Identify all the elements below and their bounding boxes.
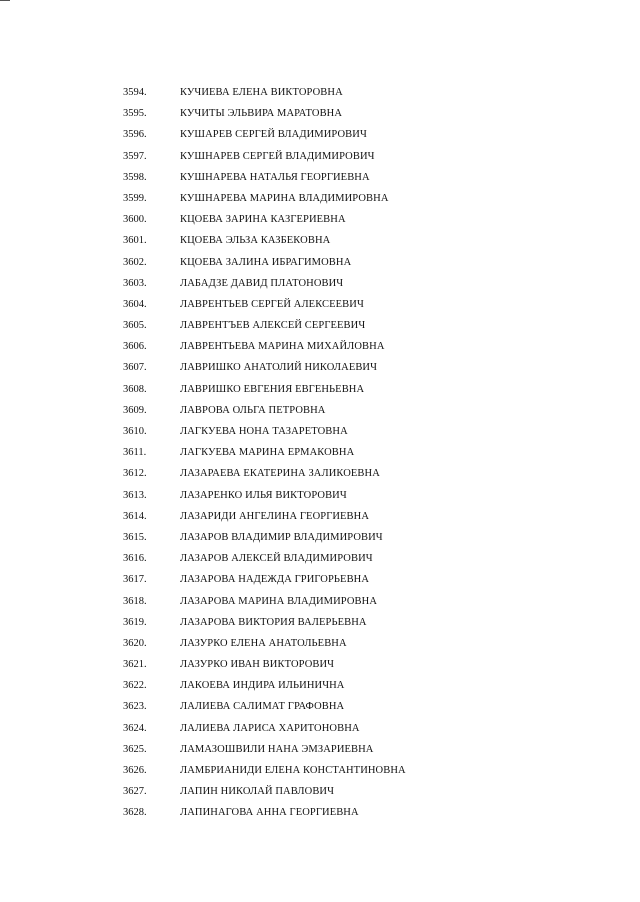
item-number: 3606.: [123, 341, 147, 353]
list-item: [0, 379, 640, 400]
list-item: [0, 548, 640, 569]
list-item: [0, 718, 640, 739]
list-item: [0, 209, 640, 230]
item-number: 3628.: [123, 807, 147, 819]
item-number: 3604.: [123, 298, 147, 310]
item-full-name: КУШНАРЕВ СЕРГЕЙ ВЛАДИМИРОВИЧ: [180, 150, 375, 162]
item-full-name: КЦОЕВА ЭЛЬЗА КАЗБЕКОВНА: [180, 235, 331, 247]
item-number: 3626.: [123, 765, 147, 776]
item-number: 3621.: [123, 659, 147, 671]
list-item: [0, 230, 640, 251]
item-full-name: ЛАПИН НИКОЛАЙ ПАВЛОВИЧ: [180, 786, 335, 798]
item-full-name: ЛАВРЕНТЬЕВА МАРИНА МИХАЙЛОВНА: [180, 341, 385, 353]
list-item: [0, 739, 640, 760]
list-item: [0, 612, 640, 633]
list-item: [0, 485, 640, 506]
list-item: [0, 463, 640, 484]
list-item: [0, 294, 640, 315]
item-full-name: ЛАВРИШКО АНАТОЛИЙ НИКОЛАЕВИЧ: [180, 362, 378, 374]
item-full-name: ЛАКОЕВА ИНДИРА ИЛЬИНИЧНА: [180, 680, 345, 692]
item-number: 3610.: [123, 426, 147, 437]
item-number: 3597.: [123, 150, 147, 162]
list-item: [0, 591, 640, 612]
item-full-name: ЛАГКУЕВА МАРИНА ЕРМАКОВНА: [180, 447, 355, 459]
list-item: [0, 633, 640, 654]
item-number: 3624.: [123, 722, 147, 734]
list-item: [0, 336, 640, 357]
list-item: [0, 273, 640, 294]
item-number: 3615.: [123, 531, 147, 543]
item-full-name: КУШНАРЕВА НАТАЛЬЯ ГЕОРГИЕВНА: [180, 171, 370, 183]
item-full-name: КУШНАРЕВА МАРИНА ВЛАДИМИРОВНА: [180, 192, 389, 204]
list-item: [0, 675, 640, 696]
item-full-name: КУЧИТЫ ЭЛЬВИРА МАРАТОВНА: [180, 108, 343, 120]
item-full-name: ЛАЗАРЕНКО ИЛЬЯ ВИКТОРОВИЧ: [180, 489, 347, 501]
item-number: 3611.: [123, 447, 147, 459]
item-number: 3614.: [123, 510, 147, 522]
item-full-name: ЛАЗАРОВА МАРИНА ВЛАДИМИРОВНА: [180, 595, 378, 607]
item-full-name: ЛАПИНАГОВА АННА ГЕОРГИЕВНА: [180, 807, 359, 819]
item-number: 3627.: [123, 786, 147, 798]
item-number: 3619.: [123, 616, 147, 628]
item-full-name: КУШАРЕВ СЕРГЕЙ ВЛАДИМИРОВИЧ: [180, 129, 367, 141]
item-full-name: КЦОЕВА ЗАЛИНА ИБРАГИМОВНА: [180, 256, 352, 268]
item-full-name: ЛАВРИШКО ЕВГЕНИЯ ЕВГЕНЬЕВНА: [180, 383, 365, 395]
item-number: 3601.: [123, 235, 147, 247]
item-number: 3602.: [123, 256, 147, 268]
list-item: [0, 781, 640, 802]
list-item: [0, 802, 640, 823]
item-number: 3607.: [123, 362, 147, 374]
list-item: [0, 696, 640, 717]
list-item: [0, 506, 640, 527]
item-number: 3594.: [123, 87, 147, 98]
item-number: 3596.: [123, 129, 147, 141]
item-full-name: ЛАВРЕНТЪЕВ АЛЕКСЕЙ СЕРГЕЕВИЧ: [180, 320, 366, 332]
item-number: 3618.: [123, 595, 147, 607]
item-number: 3623.: [123, 701, 147, 713]
list-item: [0, 146, 640, 167]
item-full-name: ЛАБАДЗЕ ДАВИД ПЛАТОНОВИЧ: [180, 277, 344, 289]
item-number: 3598.: [123, 171, 147, 183]
list-item: [0, 357, 640, 378]
item-full-name: КЦОЕВА ЗАРИНА КАЗГЕРИЕВНА: [180, 214, 346, 226]
item-number: 3617.: [123, 574, 147, 586]
item-full-name: ЛАЗАРОВА ВИКТОРИЯ ВАЛЕРЬЕВНА: [180, 616, 367, 628]
item-number: 3595.: [123, 108, 147, 120]
list-item: [0, 760, 640, 781]
item-number: 3625.: [123, 743, 147, 755]
scan-corner-mark: [0, 0, 10, 1]
list-item: [0, 124, 640, 145]
item-full-name: ЛАМАЗОШВИЛИ НАНА ЭМЗАРИЕВНА: [180, 743, 374, 755]
list-item: [0, 421, 640, 442]
list-item: [0, 82, 640, 103]
item-number: 3613.: [123, 489, 147, 501]
item-full-name: ЛАЗАРИДИ АНГЕЛИНА ГЕОРГИЕВНА: [180, 510, 370, 522]
list-item: [0, 103, 640, 124]
item-number: 3616.: [123, 553, 147, 565]
item-number: 3620.: [123, 637, 147, 649]
item-number: 3609.: [123, 404, 147, 416]
item-full-name: ЛАГКУЕВА НОНА ТАЗАРЕТОВНА: [180, 426, 348, 437]
item-number: 3600.: [123, 214, 147, 226]
list-item: [0, 400, 640, 421]
list-item: [0, 315, 640, 336]
item-full-name: ЛАМБРИАНИДИ ЕЛЕНА КОНСТАНТИНОВНА: [180, 765, 406, 776]
name-list: [0, 82, 640, 824]
list-item: [0, 252, 640, 273]
list-item: [0, 188, 640, 209]
item-number: 3622.: [123, 680, 147, 692]
item-full-name: ЛАЗАРОВ АЛЕКСЕЙ ВЛАДИМИРОВИЧ: [180, 553, 373, 565]
item-number: 3612.: [123, 468, 147, 480]
item-number: 3605.: [123, 320, 147, 332]
item-full-name: ЛАЗУРКО ИВАН ВИКТОРОВИЧ: [180, 659, 335, 671]
item-number: 3599.: [123, 192, 147, 204]
item-number: 3608.: [123, 383, 147, 395]
item-number: 3603.: [123, 277, 147, 289]
item-full-name: ЛАЗАРОВА НАДЕЖДА ГРИГОРЬЕВНА: [180, 574, 370, 586]
list-item: [0, 442, 640, 463]
list-item: [0, 167, 640, 188]
item-full-name: ЛАЗАРАЕВА ЕКАТЕРИНА ЗАЛИКОЕВНА: [180, 468, 380, 480]
item-full-name: КУЧИЕВА ЕЛЕНА ВИКТОРОВНА: [180, 87, 343, 98]
item-full-name: ЛАЛИЕВА ЛАРИСА ХАРИТОНОВНА: [180, 722, 360, 734]
item-full-name: ЛАЗУРКО ЕЛЕНА АНАТОЛЬЕВНА: [180, 637, 347, 649]
item-full-name: ЛАЗАРОВ ВЛАДИМИР ВЛАДИМИРОВИЧ: [180, 531, 383, 543]
list-item: [0, 569, 640, 590]
item-full-name: ЛАВРЕНТЬЕВ СЕРГЕЙ АЛЕКСЕЕВИЧ: [180, 298, 364, 310]
list-item: [0, 654, 640, 675]
item-full-name: ЛАВРОВА ОЛЬГА ПЕТРОВНА: [180, 404, 326, 416]
item-full-name: ЛАЛИЕВА САЛИМАТ ГРАФОВНА: [180, 701, 345, 713]
list-item: [0, 527, 640, 548]
